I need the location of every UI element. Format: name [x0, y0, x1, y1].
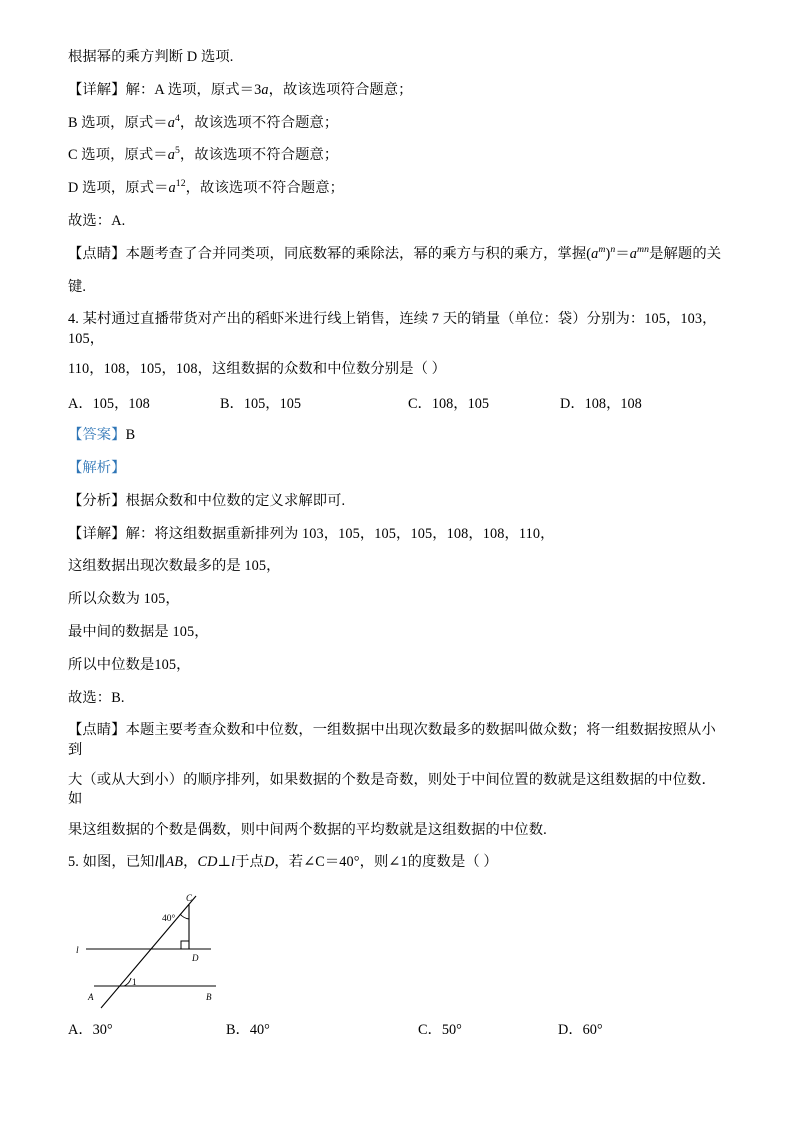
question-5-options	[68, 1019, 728, 1039]
q5-at: 于点	[235, 854, 264, 871]
tip3-mn: mn	[637, 244, 650, 256]
q5-comma-2: ，若	[274, 854, 304, 871]
option-b-prefix: B 选项，原式＝	[68, 114, 168, 131]
q4-answer-row	[68, 426, 728, 445]
q4-tip-line-3: 果这组数据的个数是偶数，则中间两个数据的平均数就是这组数据的中位数.	[68, 821, 547, 838]
q5-suffix: 的度数是（ ）	[407, 854, 498, 871]
option-c-prefix: C 选项，原式＝	[68, 147, 168, 164]
paragraph-option-c	[68, 146, 728, 165]
q5-comma-1: ，	[183, 854, 198, 871]
paragraph-detail-a	[68, 81, 728, 100]
option-b-suffix: ，故该选项不符合题意；	[179, 114, 339, 131]
q5-cd: CD	[197, 854, 218, 871]
q5-option-c[interactable]: C．50°	[418, 1022, 462, 1039]
q4-tip-line-2: 大（或从大到小）的顺序排列，如果数据的个数是奇数，则处于中间位置的数就是这组数据的中位数．如	[68, 772, 716, 808]
q5-option-b[interactable]: B．40°	[226, 1022, 270, 1039]
q4-option-b[interactable]: B．105，105	[220, 395, 302, 412]
q5-ab: AB	[165, 854, 184, 871]
q4-analysis-label: 【解析】	[68, 460, 126, 477]
paragraph-option-d	[68, 179, 728, 198]
question-5-figure	[76, 886, 326, 1011]
paragraph-option-b	[68, 114, 728, 133]
option-c-base: a	[167, 147, 175, 164]
q5-option-d[interactable]: D．60°	[558, 1022, 603, 1039]
option-d-base: a	[168, 180, 176, 197]
q4-answer-label: 【答案】	[68, 427, 126, 444]
figure-label-1: 1	[132, 977, 137, 988]
q5-angle-c: ∠C＝40°	[303, 854, 360, 871]
tip3-formula	[586, 246, 649, 262]
q5-option-a[interactable]: A．30°	[68, 1022, 113, 1039]
q4-option-a[interactable]: A．105，108	[68, 395, 150, 412]
paragraph-answer-a: 故选：A.	[68, 212, 126, 229]
detail-a-suffix: ，故该选项符合题意；	[268, 81, 413, 98]
q4-answer-value: B	[125, 427, 136, 444]
paragraph-tip-3	[68, 245, 728, 264]
figure-label-d: D	[192, 953, 199, 964]
paragraph-tip-3-line2: 键.	[68, 278, 87, 295]
option-d-exponent: 12	[175, 178, 186, 190]
q4-option-c[interactable]: C．108，105	[408, 395, 490, 412]
tip3-a: a	[591, 245, 599, 262]
q5-l2: l	[231, 854, 236, 871]
q4-detail-4: 最中间的数据是 105，	[68, 624, 209, 641]
option-c-suffix: ，故该选项不符合题意；	[179, 147, 339, 164]
tip3-n: n	[610, 244, 616, 256]
q4-detail-3: 所以众数为 105，	[68, 591, 180, 608]
q5-angle-1: ∠1	[388, 854, 408, 871]
q5-perp: ⊥	[217, 854, 232, 871]
geometry-diagram	[76, 886, 326, 1011]
tip3-paren-close: )	[605, 245, 611, 262]
option-b-base: a	[167, 114, 175, 131]
option-c-exponent: 5	[174, 145, 180, 157]
question-4-line-1: 4. 某村通过直播带货对产出的稻虾米进行线上销售，连续 7 天的销量（单位：袋）分别为：105，103，105，	[68, 311, 717, 347]
figure-label-c: C	[186, 893, 193, 904]
q4-detail-5: 所以中位数是105，	[68, 656, 191, 673]
question-4-line-2: 110，108，105，108，这组数据的众数和中位数分别是（ ）	[68, 360, 447, 377]
tip3-a2: a	[629, 245, 638, 262]
q5-comma-3: ，则	[359, 854, 389, 871]
detail-a-var: a	[261, 81, 269, 98]
tip3-prefix: 【点睛】本题考查了合并同类项，同底数幂的乘除法，幂的乘方与积的乘方，掌握	[68, 245, 587, 262]
q4-analysis: 【分析】根据众数和中位数的定义求解即可.	[68, 492, 346, 509]
q4-detail-1: 【详解】解：将这组数据重新排列为 103，105，105，105，108，108，110，	[68, 525, 555, 542]
document-content	[68, 48, 728, 1053]
figure-label-angle-40: 40°	[162, 914, 176, 925]
option-d-prefix: D 选项，原式＝	[68, 180, 169, 197]
option-d-suffix: ，故该选项不符合题意；	[185, 180, 345, 197]
figure-label-a: A	[88, 992, 94, 1003]
q4-option-d[interactable]: D．108，108	[560, 395, 642, 412]
question-5-stem	[68, 853, 728, 872]
tip3-equals: ＝	[615, 245, 630, 262]
question-4-options	[68, 393, 728, 413]
tip3-suffix: 是解题的关	[649, 245, 722, 262]
option-b-exponent: 4	[174, 112, 180, 124]
figure-label-l: l	[76, 946, 79, 957]
detail-a-prefix: 【详解】解：A 选项，原式＝3	[68, 81, 262, 98]
tip3-m: m	[598, 244, 606, 256]
q5-parallel: ∥	[158, 854, 166, 871]
paragraph-intro: 根据幂的乘方判断 D 选项.	[68, 49, 234, 65]
figure-label-b: B	[206, 992, 212, 1003]
q5-d: D	[263, 854, 275, 871]
q4-detail-6: 故选：B.	[68, 689, 125, 706]
q4-detail-2: 这组数据出现次数最多的是 105，	[68, 558, 281, 575]
q4-tip-line-1: 【点睛】本题主要考查众数和中位数，一组数据中出现次数最多的数据叫做众数；将一组数据按照从小到	[68, 722, 716, 758]
q5-l: l	[154, 854, 159, 871]
q5-prefix: 5. 如图，已知	[68, 854, 155, 871]
tip3-paren-open: (	[586, 245, 592, 262]
